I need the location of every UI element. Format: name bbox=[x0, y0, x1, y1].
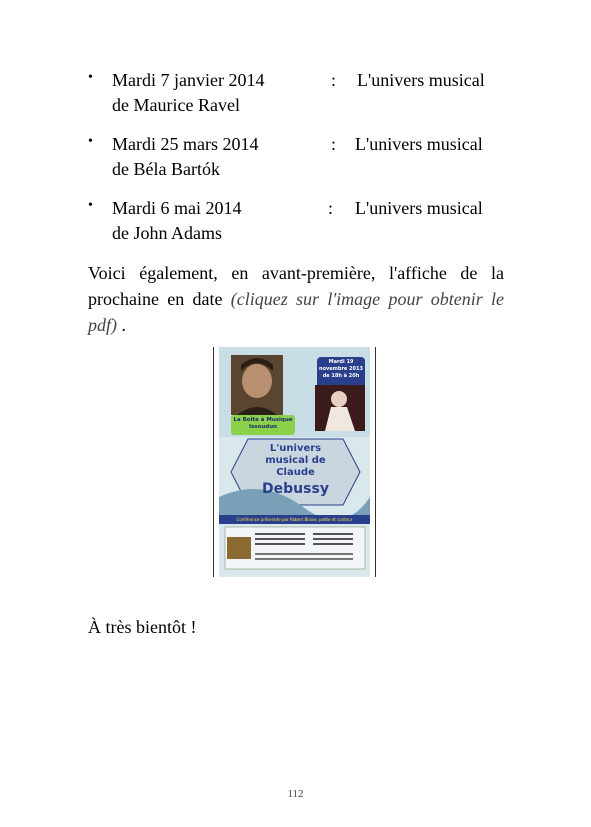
event-1-title: L'univers musical bbox=[357, 70, 485, 90]
event-2-title: L'univers musical bbox=[355, 134, 483, 154]
event-1-composer: de Maurice Ravel bbox=[112, 95, 240, 115]
intro-paragraph bbox=[88, 260, 504, 338]
poster-title-line-1: L'univers bbox=[269, 443, 322, 454]
event-2-date: Mardi 25 mars 2014 bbox=[112, 134, 259, 154]
bullet-2: • bbox=[88, 134, 93, 149]
paragraph-period: . bbox=[121, 315, 126, 335]
poster-title-line-2: musical de bbox=[265, 455, 326, 466]
event-3-separator: : bbox=[328, 198, 334, 218]
paragraph-line-2 bbox=[88, 286, 504, 312]
page-number: 112 bbox=[287, 788, 304, 800]
poster-title-line-4: Debussy bbox=[262, 481, 329, 497]
poster-subtitle: Conférence présentée par Robert Blaise, poète et conteur bbox=[236, 517, 353, 522]
event-2-composer: de Béla Bartók bbox=[112, 159, 220, 179]
bullet-3: • bbox=[88, 198, 93, 213]
event-1-date: Mardi 7 janvier 2014 bbox=[112, 70, 265, 90]
poster-date-badge: Mardi 19 novembre 2013 de 18h à 20h bbox=[319, 359, 363, 379]
bullet-1: • bbox=[88, 70, 93, 85]
event-1-separator: : bbox=[331, 70, 337, 90]
poster-frame bbox=[213, 347, 376, 577]
poster-title-line-3: Claude bbox=[276, 467, 315, 478]
event-3-title: L'univers musical bbox=[355, 198, 483, 218]
event-3-date: Mardi 6 mai 2014 bbox=[112, 198, 242, 218]
pdf-link-text[interactable]: (cliquez sur l'image pour obtenir le bbox=[230, 289, 504, 309]
pdf-link-text-end[interactable]: pdf) bbox=[88, 315, 117, 335]
paragraph-line-3 bbox=[88, 312, 504, 338]
poster-image[interactable] bbox=[213, 347, 376, 577]
event-2-separator: : bbox=[331, 134, 337, 154]
event-3-composer: de John Adams bbox=[112, 223, 222, 243]
poster-venue: La Boîte à Musique Issoudun bbox=[233, 417, 293, 430]
paragraph-plain-text: prochaine en date bbox=[88, 289, 223, 309]
closing-text: À très bientôt ! bbox=[88, 617, 197, 637]
paragraph-line-1: Voici également, en avant-première, l'affiche de la bbox=[88, 263, 504, 283]
